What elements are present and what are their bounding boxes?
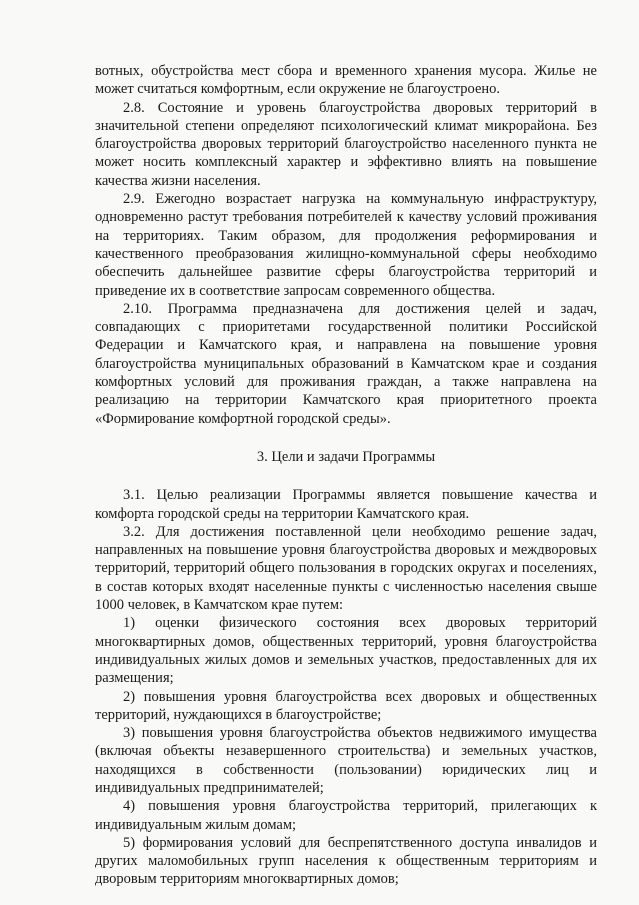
paragraph-3-1: 3.1. Целью реализации Программы является повышение качества и комфорта городской среды на территории Камчатского края.: [95, 487, 597, 522]
list-item-1: 1) оценки физического состояния всех дворовых территорий многоквартирных домов, общественных территорий, уровня благоустройства индивидуальных жилых домов и земельных участков, предоставленных для их размещения;: [95, 615, 597, 687]
paragraph-2-9: 2.9. Ежегодно возрастает нагрузка на коммунальную инфраструктуру, одновременно растут требования потребителей к качеству условий проживания на территориях. Таким образом, для продолжения реформирования и качественного преобразования жилищно-коммунальной сферы необходимо обеспечить дальнейшее развитие сферы благоустройства территорий и приведение их в соответствие запросам современного общества.: [95, 191, 597, 299]
paragraph-2-8: 2.8. Состояние и уровень благоустройства дворовых территорий в значительной степени определяют психологический климат микрорайона. Без благоустройства дворовых территорий благоустройство населенного пункта не может носить комплексный характер и эффективно влиять на повышение качества жизни населения.: [95, 99, 597, 189]
section-heading: 3. Цели и задачи Программы: [256, 448, 436, 465]
list-item-4: 4) повышения уровня благоустройства территорий, прилегающих к индивидуальным жилым домам;: [95, 798, 597, 833]
list-item-3: 3) повышения уровня благоустройства объектов недвижимого имущества (включая объекты незавершенного строительства) и земельных участков, находящихся в собственности (пользовании) юридических лиц и индивидуальных предпринимателей;: [95, 725, 597, 796]
paragraph-3-2: 3.2. Для достижения поставленной цели необходимо решение задач, направленных на повышение уровня благоустройства дворовых и междворовых территорий, территорий общего пользования в городских округах и поселениях, в состав которых входят населенные пункты с численностью населения свыше 1000 человек, в Камчатском крае путем:: [95, 523, 597, 614]
paragraph-continuation: вотных, обустройства мест сбора и временного хранения мусора. Жилье не может считаться комфортным, если окружение не благоустроено.: [95, 63, 597, 98]
list-item-5: 5) формирования условий для беспрепятственного доступа инвалидов и других маломобильных групп населения к общественным территориям и дворовым территориям многоквартирных домов;: [95, 834, 597, 888]
document-body: [95, 62, 597, 889]
paragraph-2-10: 2.10. Программа предназначена для достижения целей и задач, совпадающих с приоритетами государственной политики Российской Федерации и Камчатского края, и направлена на повышение уровня благоустройства муниципальных образований в Камчатском крае и создания комфортных условий для проживания граждан, а также направлена на реализацию на территории Камчатского края приоритетного проекта «Формирование комфортной городской среды».: [95, 300, 597, 427]
list-item-2: 2) повышения уровня благоустройства всех дворовых и общественных территорий, нуждающихся в благоустройстве;: [95, 688, 597, 723]
